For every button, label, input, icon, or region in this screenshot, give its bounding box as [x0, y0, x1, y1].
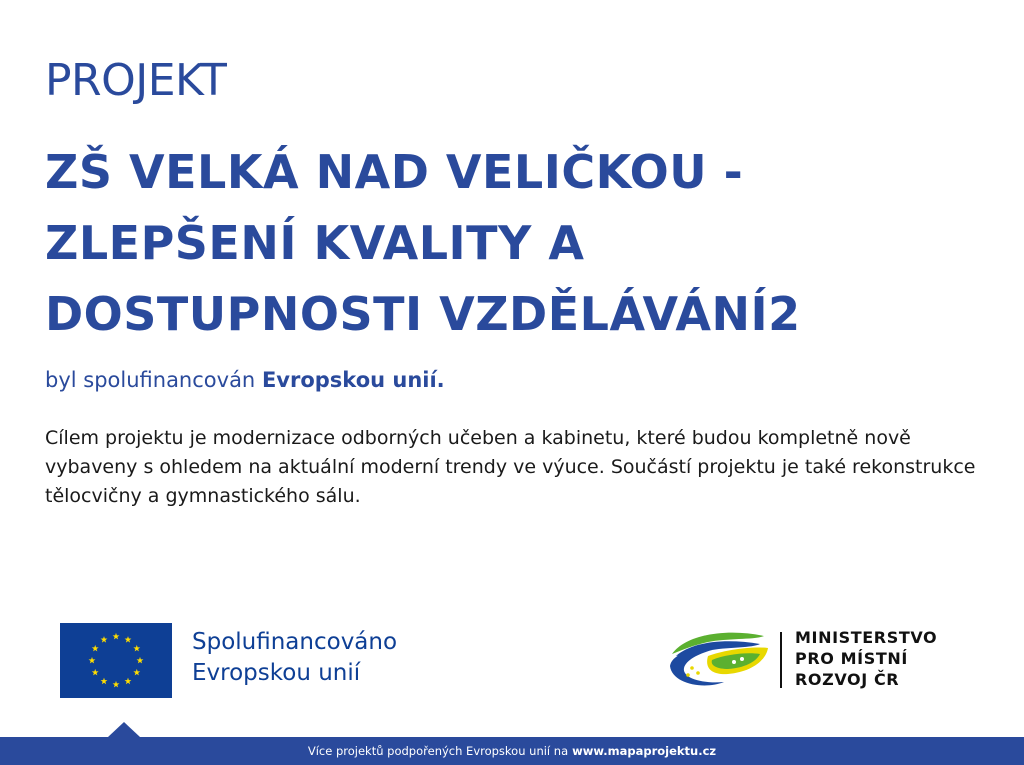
project-description: Cílem projektu je modernizace odborných učeben a kabinetu, které budou kompletně nově vybaveny s ohledem na aktuální moderní trendy ve výuce. Součástí projektu je také rekonstrukce tělocvičny a gymnastického sálu. [45, 427, 976, 507]
mmr-logo-icon [668, 626, 772, 692]
cofinancing-emphasis: Evropskou unií. [261, 368, 445, 392]
eu-logo-text [192, 627, 397, 689]
eu-flag-icon [60, 623, 172, 698]
logo-divider [780, 632, 782, 688]
footer-notch [108, 722, 140, 737]
eu-logo-line: Spolufinancováno [192, 629, 398, 655]
project-title [45, 137, 1005, 350]
title-line: DOSTUPNOSTI VZDĚLÁVÁNÍ2 [45, 287, 801, 341]
mmr-logo-line: ROZVOJ ČR [795, 670, 900, 689]
mmr-logo-line: PRO MÍSTNÍ [795, 649, 908, 668]
title-line: ZLEPŠENÍ KVALITY A [45, 216, 585, 270]
cofinancing-prefix: byl spolufinancován [45, 368, 256, 392]
title-line: ZŠ VELKÁ NAD VELIČKOU - [45, 145, 744, 199]
footer-bar [0, 737, 1024, 765]
project-label: PROJEKT [45, 55, 227, 106]
eu-logo-line: Evropskou unií [192, 660, 361, 686]
footer-link[interactable]: www.mapaprojektu.cz [572, 744, 717, 758]
footer-text: Více projektů podpořených Evropskou unií na [307, 744, 569, 758]
cofinancing-statement [45, 368, 445, 392]
mmr-logo-text [795, 627, 937, 690]
mmr-logo-line: MINISTERSTVO [795, 628, 938, 647]
